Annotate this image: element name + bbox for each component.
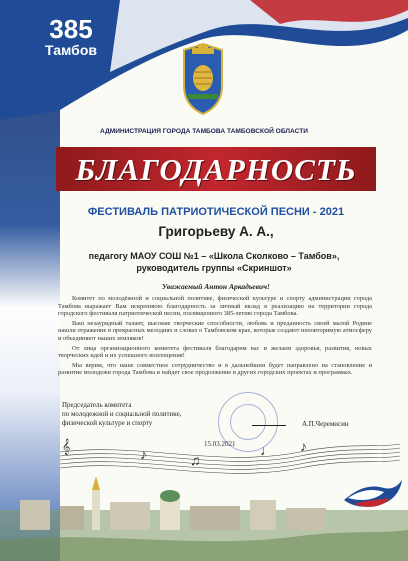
dove-flag-icon bbox=[340, 470, 404, 516]
anniversary-badge bbox=[26, 16, 116, 58]
signatory-line-1: Председатель комитета bbox=[62, 401, 132, 409]
music-note-icon: ♫ bbox=[190, 454, 201, 469]
signatory-title bbox=[62, 401, 262, 428]
body-paragraph: Ваш незаурядный талант, высокие творческие способности, любовь и преданность своей малой Родине нашли отражение в прекрасных мелодиях и словах о Тамбовском крае, которые создают неповторимую атмосферу и объединяют наших земляков! bbox=[58, 319, 372, 342]
signatory-line-3: физической культуре и спорту bbox=[62, 419, 153, 427]
music-note-icon: ♪ bbox=[140, 448, 147, 463]
music-note-icon: ♩ bbox=[260, 444, 274, 459]
certificate-title: БЛАГОДАРНОСТЬ bbox=[75, 152, 357, 187]
tambov-coat-of-arms-icon bbox=[176, 40, 230, 116]
recipient-role bbox=[64, 250, 364, 274]
body-paragraph: Комитет по молодёжной и социальной политике, физической культуре и спорту администрации города Тамбова выражает Вам искреннюю благодарность за личный вклад в реализацию на территории города городского фестиваля патриотической песни, посвященного 385-летию города Тамбова. bbox=[58, 295, 372, 318]
body-paragraph: От лица организационного комитета фестиваля благодарим вас и желаем здоровья, развития, новых творческих идей и их успешного воплощения! bbox=[58, 344, 372, 360]
body-paragraph: Мы верим, что наше совместное сотрудничество и в дальнейшем будет направлено на становление и развитие молодежи города Тамбова и найдет свое продолжение в других городских проектах и программах. bbox=[58, 361, 372, 377]
administration-name: АДМИНИСТРАЦИЯ ГОРОДА ТАМБОВА ТАМБОВСКОЙ ОБЛАСТИ bbox=[100, 128, 308, 135]
role-line-1: педагогу МАОУ СОШ №1 – «Школа Сколково – Тамбов», bbox=[88, 251, 340, 261]
role-line-2: руководитель группы «Скриншот» bbox=[136, 263, 292, 273]
recipient-name: Григорьеву А. А., bbox=[158, 224, 274, 239]
music-note-icon: ♪ bbox=[300, 440, 307, 455]
anniversary-number: 385 bbox=[49, 14, 93, 44]
anniversary-city: Тамбов bbox=[45, 42, 97, 58]
treble-clef-icon: 𝄞 bbox=[62, 440, 71, 455]
signature-date: 15.03.2021 bbox=[204, 440, 236, 448]
certificate-body bbox=[58, 295, 372, 379]
signature-line bbox=[252, 425, 286, 426]
festival-name: ФЕСТИВАЛЬ ПАТРИОТИЧЕСКОЙ ПЕСНИ - 2021 bbox=[87, 206, 345, 218]
salutation: Уважаемый Антон Аркадьевич! bbox=[162, 282, 270, 291]
signatory-line-2: по молодежной и социальной политике, bbox=[62, 410, 182, 418]
signer-name: А.П.Черемисин bbox=[302, 420, 349, 428]
